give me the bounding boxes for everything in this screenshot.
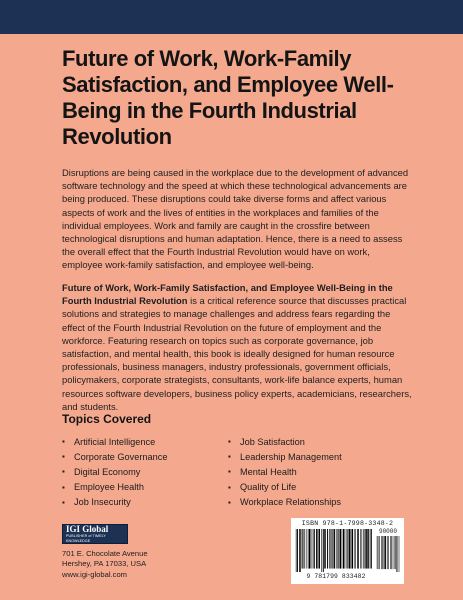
barcode-bar	[354, 529, 355, 569]
topics-list	[62, 434, 412, 510]
topic-item	[62, 434, 228, 449]
topic-item	[228, 480, 412, 495]
barcode-bar	[352, 529, 353, 569]
barcode-bar	[323, 529, 324, 572]
address-line-1: 701 E. Chocolate Avenue	[62, 549, 148, 558]
barcode-bar	[378, 536, 379, 569]
barcode-bar	[304, 529, 305, 569]
barcode-bar	[347, 529, 348, 569]
barcode-bar	[381, 536, 382, 569]
barcode-bar	[297, 529, 298, 572]
barcode-bar	[324, 529, 325, 569]
bullet-icon: ▪	[62, 467, 65, 477]
barcode-bar	[377, 536, 378, 569]
barcode-bar	[309, 529, 310, 569]
bullet-icon: ▪	[228, 437, 231, 447]
barcode-bar	[345, 529, 346, 569]
barcode-bar	[391, 536, 392, 569]
barcode-bar	[371, 529, 372, 569]
barcode-bar	[387, 536, 388, 569]
barcode-bar	[399, 536, 400, 572]
barcode-digits: 9 781799 833482	[306, 573, 366, 580]
topic-label: Quality of Life	[240, 482, 297, 493]
barcode-bar	[357, 529, 358, 569]
barcode-bar	[329, 529, 330, 569]
barcode-bar	[338, 529, 339, 569]
barcode-bar	[379, 536, 380, 569]
topic-label: Job Insecurity	[74, 497, 131, 508]
bullet-icon: ▪	[228, 452, 231, 462]
barcode-bar	[296, 529, 297, 572]
topic-item	[228, 449, 412, 464]
barcode-bar	[393, 536, 394, 569]
barcode-bar	[367, 529, 368, 569]
barcode-bar	[331, 529, 332, 569]
topic-item	[228, 464, 412, 479]
bullet-icon: ▪	[228, 482, 231, 492]
topic-label: Corporate Governance	[74, 451, 168, 462]
barcode-bar	[348, 529, 349, 569]
publisher-logo-text: IGI Global	[66, 524, 109, 534]
topic-item	[228, 434, 412, 449]
top-color-band	[0, 0, 463, 34]
barcode-bar	[384, 536, 385, 569]
description-title-bold: Future of Work, Work-Family Satisfaction, and Employee Well-Being in the Fourth Industrial Revolution	[62, 282, 393, 307]
barcode-bar	[333, 529, 334, 569]
barcode-main-icon	[295, 529, 373, 572]
barcode-bar	[308, 529, 309, 569]
topic-item	[62, 495, 228, 510]
barcode-bar	[327, 529, 328, 569]
barcode-bar	[355, 529, 356, 569]
publisher-website: www.igi-global.com	[62, 569, 127, 579]
bullet-icon: ▪	[228, 467, 231, 477]
description-paragraph-2	[62, 281, 412, 413]
barcode-bar	[390, 536, 391, 569]
barcode-bar	[302, 529, 303, 569]
topic-label: Leadership Management	[240, 451, 342, 462]
barcode-bar	[370, 529, 371, 569]
barcode-bar	[318, 529, 319, 569]
topic-label: Employee Health	[74, 482, 144, 493]
publisher-logo	[62, 524, 128, 544]
barcode-bar	[316, 529, 317, 569]
topic-item	[62, 449, 228, 464]
topic-label: Mental Health	[240, 466, 297, 477]
barcode-bar	[299, 529, 300, 572]
description-paragraph-1: Disruptions are being caused in the workplace due to the development of advanced software technology and the speed at which these technological advancements are being produced. These disruptions could take diverse forms and affect various aspects of work and the lives of entities in the workplaces and families of the individual employees. Work and family are caught in the crossfire between technological disruptions and human adaptation. Hence, there is a need to assess the overall effect that the Fourth Industrial Revolution would have on work, employee work-family satisfaction, and employee well-being.	[62, 167, 409, 271]
barcode-bar	[395, 536, 396, 569]
barcode-bar	[314, 529, 315, 569]
price-code: 90000	[378, 528, 397, 535]
topic-label: Workplace Relationships	[240, 497, 341, 508]
topic-item	[228, 495, 412, 510]
barcode-bar	[360, 529, 361, 569]
barcode-bar	[311, 529, 312, 569]
bullet-icon: ▪	[62, 437, 65, 447]
barcode-bar	[388, 536, 389, 569]
topics-heading: Topics Covered	[62, 412, 152, 426]
bullet-icon: ▪	[62, 452, 65, 462]
topic-item	[62, 480, 228, 495]
bullet-icon: ▪	[62, 497, 65, 507]
barcode-bar	[385, 536, 386, 569]
topic-label: Job Satisfaction	[240, 436, 305, 447]
barcode-bar	[337, 529, 338, 569]
topic-label: Digital Economy	[74, 466, 141, 477]
topic-item	[62, 464, 228, 479]
address-line-2: Hershey, PA 17033, USA	[62, 559, 147, 569]
barcode-box	[291, 518, 404, 584]
barcode-bar	[362, 529, 363, 569]
barcode-bar	[382, 536, 383, 569]
barcode-bar	[340, 529, 341, 569]
barcode-bar	[365, 529, 366, 569]
barcode-addon-icon	[376, 536, 400, 572]
barcode-bar	[396, 536, 397, 572]
isbn-label: ISBN 978-1-7998-3348-2	[301, 520, 394, 527]
bullet-icon: ▪	[228, 497, 231, 507]
bullet-icon: ▪	[62, 482, 65, 492]
barcode-bar	[363, 529, 364, 569]
publisher-address	[62, 549, 232, 580]
barcode-bar	[306, 529, 307, 569]
barcode-bar	[336, 529, 337, 569]
barcode-bar	[343, 529, 344, 569]
barcode-bar	[313, 529, 314, 569]
barcode-bar	[332, 529, 333, 569]
barcode-bar	[321, 529, 322, 572]
book-title: Future of Work, Work-Family Satisfaction, and Employee Well-Being in the Fourth Industrial Revolution	[62, 46, 394, 149]
description-paragraph-2-text: is a critical reference source that discusses practical solutions and strategies to manage challenges and address fears regarding the effect of the Fourth Industrial Revolution on the future of employment and the workforce. Featuring research on topics such as corporate governance, job satisfaction, and mental health, this book is ideally designed for human resource professionals, business managers, industry professionals, government officials, policymakers, corporate strategists, consultants, work-life balance experts, human resources software developers, business policy experts, academicians, researchers, and students.	[62, 295, 412, 412]
topic-label: Artificial Intelligence	[74, 436, 156, 447]
barcode-bar	[350, 529, 351, 569]
publisher-logo-subtext: PUBLISHER of TIMELY KNOWLEDGE	[66, 534, 106, 543]
